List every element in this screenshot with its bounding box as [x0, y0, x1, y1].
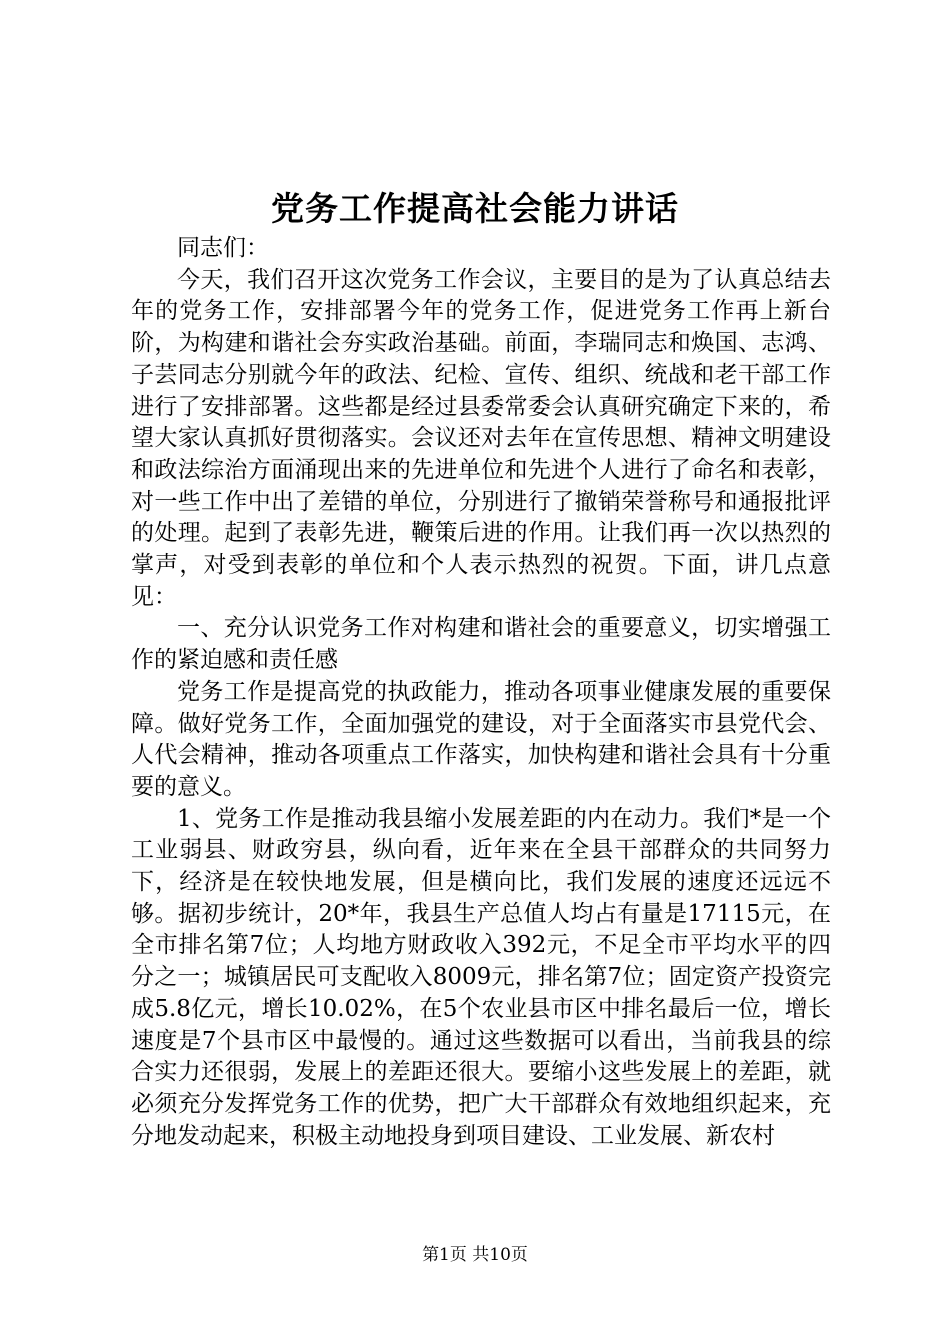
page-footer: 第1页 共10页 [422, 1245, 528, 1265]
document-title: 党务工作提高社会能力讲话 [271, 189, 679, 228]
salutation: 同志们： [177, 235, 269, 261]
paragraph-point-1: 1、党务工作是推动我县缩小发展差距的内在动力。我们*是一个工业弱县、财政穷县，纵向看，近年来在全县干部群众的共同努力下，经济是在较快地发展，但是横向比，我们发展的速度还远远不够。据初步统计，20*年，我县生产总值人均占有量是17115元，在全市排名第7位；人均地方财政收入392元，不足全市平均水平的四分之一；城镇居民可支配收入8009元，排名第7位；固定资产投资完成5.8亿元，增长10.02%，在5个农业县市区中排名最后一位，增长速度是7个县市区中最慢的。通过这些数据可以看出，当前我县的综合实力还很弱，发展上的差距还很大。要缩小这些发展上的差距，就必须充分发挥党务工作的优势，把广大干部群众有效地组织起来，充分地发动起来，积极主动地投身到项目建设、工业发展、新农村 [131, 805, 831, 1149]
section-heading-1: 一、充分认识党务工作对构建和谐社会的重要意义，切实增强工作的紧迫感和责任感 [131, 615, 831, 674]
document-body [131, 233, 831, 1152]
paragraph-section-1: 党务工作是提高党的执政能力，推动各项事业健康发展的重要保障。做好党务工作，全面加强党的建设，对于全面落实市县党代会、人代会精神，推动各项重点工作落实，加快构建和谐社会具有十分重要的意义。 [131, 678, 831, 800]
paragraph-intro: 今天，我们召开这次党务工作会议，主要目的是为了认真总结去年的党务工作，安排部署今年的党务工作，促进党务工作再上新台阶，为构建和谐社会夯实政治基础。前面，李瑞同志和焕国、志鸿、子芸同志分别就今年的政法、纪检、宣传、组织、统战和老干部工作进行了安排部署。这些都是经过县委常委会认真研究确定下来的，希望大家认真抓好贯彻落实。会议还对去年在宣传思想、精神文明建设和政法综治方面涌现出来的先进单位和先进个人进行了命名和表彰，对一些工作中出了差错的单位，分别进行了撤销荣誉称号和通报批评的处理。起到了表彰先进，鞭策后进的作用。让我们再一次以热烈的掌声，对受到表彰的单位和个人表示热烈的祝贺。下面，讲几点意见： [131, 266, 831, 610]
